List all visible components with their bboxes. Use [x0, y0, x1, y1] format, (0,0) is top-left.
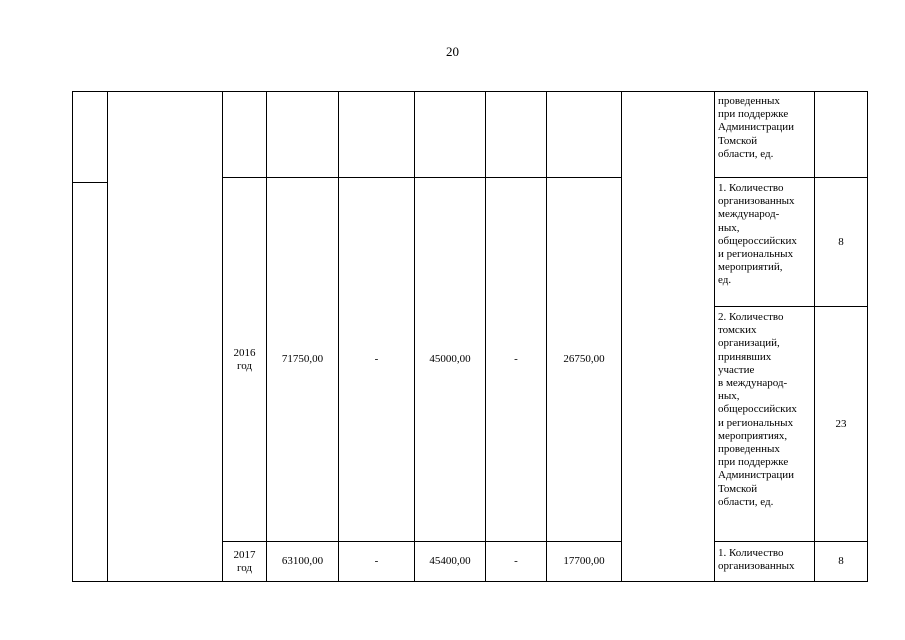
table-cell-year: 2017 год: [233, 548, 256, 574]
table-cell: -: [374, 555, 379, 567]
table-row-line: [72, 182, 107, 183]
table-border-bottom: [72, 581, 868, 582]
indicator-text: 2. Количество томских организаций, принявших участие в международ- ных, общероссийских и региональных мероприятиях, проведенных при поддержке Администрации Томской области, ед.: [718, 311, 797, 508]
table-border-right: [867, 91, 868, 582]
table-cell: 17700,00: [563, 555, 605, 567]
table-cell: -: [514, 353, 518, 365]
table-col-line: [107, 91, 108, 582]
page-number: 20: [446, 44, 459, 59]
indicator-value: 8: [838, 235, 844, 248]
table-cell: 26750,00: [563, 353, 605, 365]
table-col-line: [621, 91, 622, 582]
table-cell: 45000,00: [429, 353, 471, 365]
table-col-line: [714, 91, 715, 582]
table-cell-total: 71750,00: [281, 353, 324, 365]
table-cell: -: [374, 353, 379, 365]
table-cell: -: [514, 555, 518, 567]
table-cell: 45400,00: [429, 555, 471, 567]
indicator-text: 1. Количество организованных: [718, 547, 795, 573]
indicator-value: 23: [835, 417, 847, 430]
indicator-text: проведенных при поддержке Администрации Томской области, ед.: [718, 95, 795, 160]
table-border-top: [72, 91, 868, 92]
table-cell-total: 63100,00: [281, 555, 324, 567]
indicator-value: 8: [838, 555, 844, 567]
table-cell-year: 2016 год: [233, 346, 256, 372]
indicator-text: 1. Количество организованных международ- ных, общероссийских и региональных мероприятий, ед.: [718, 182, 797, 287]
table-border-left: [72, 91, 73, 582]
budget-table: [72, 91, 868, 582]
